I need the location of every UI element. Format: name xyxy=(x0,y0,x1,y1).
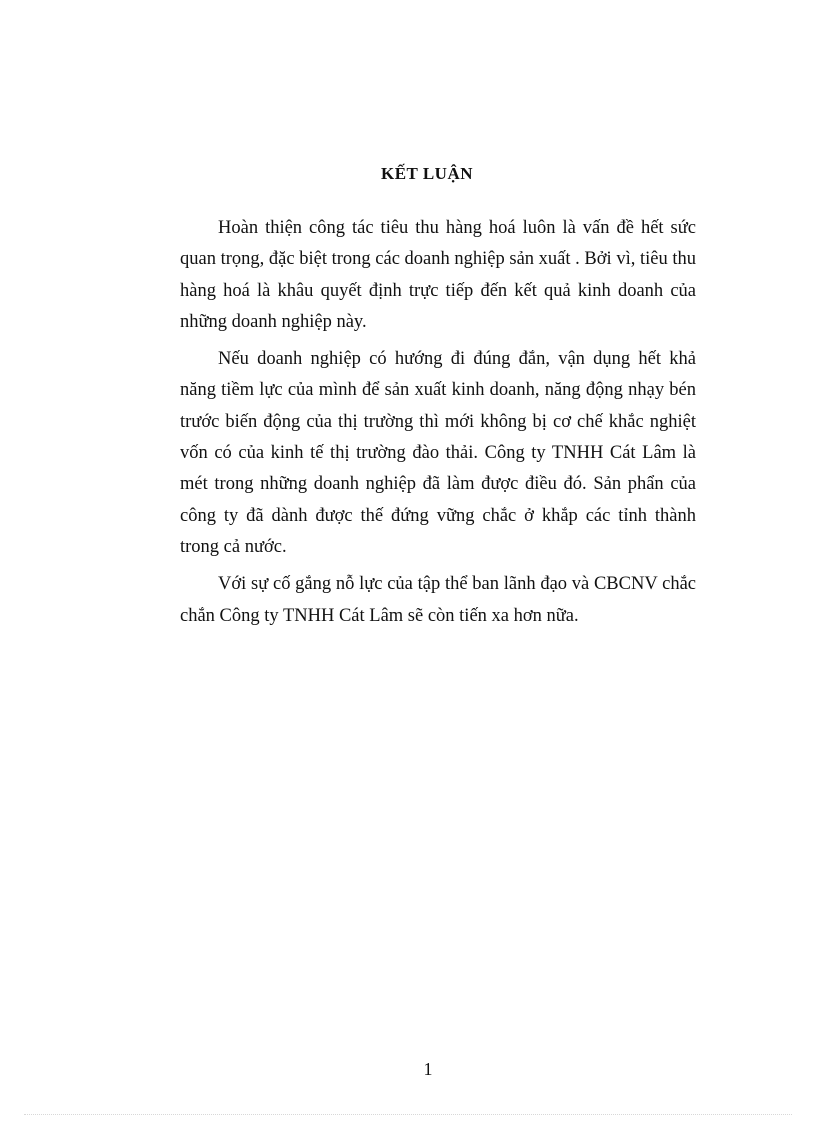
footer-divider xyxy=(24,1114,792,1115)
page-number: 1 xyxy=(423,1059,433,1079)
paragraph-1: Hoàn thiện công tác tiêu thu hàng hoá luôn là vấn đề hết sức quan trọng, đặc biệt trong các doanh nghiệp sản xuất . Bởi vì, tiêu thu hàng hoá là khâu quyết định trực tiếp đến kết quả kinh doanh của những doanh nghiệp này. xyxy=(180,218,696,332)
paragraph-3: Với sự cố gắng nỗ lực của tập thể ban lãnh đạo và CBCNV chắc chắn Công ty TNHH Cát Lâm sẽ còn tiến xa hơn nữa. xyxy=(180,574,696,626)
paragraph-2: Nếu doanh nghiệp có hướng đi đúng đắn, vận dụng hết khả năng tiềm lực của mình để sản xuất kinh doanh, năng động nhạy bén trước biến động của thị trường thì mới không bị cơ chế khắc nghiệt vốn có của kinh tế thị trường đào thải. Công ty TNHH Cát Lâm là mét trong những doanh nghiệp đã làm được điều đó. Sản phẩn của công ty đã dành được thế đứng vững chắc ở khắp các tỉnh thành trong cả nước. xyxy=(180,349,696,557)
page-title: KẾT LUẬN xyxy=(380,164,473,183)
body-text xyxy=(180,213,696,638)
